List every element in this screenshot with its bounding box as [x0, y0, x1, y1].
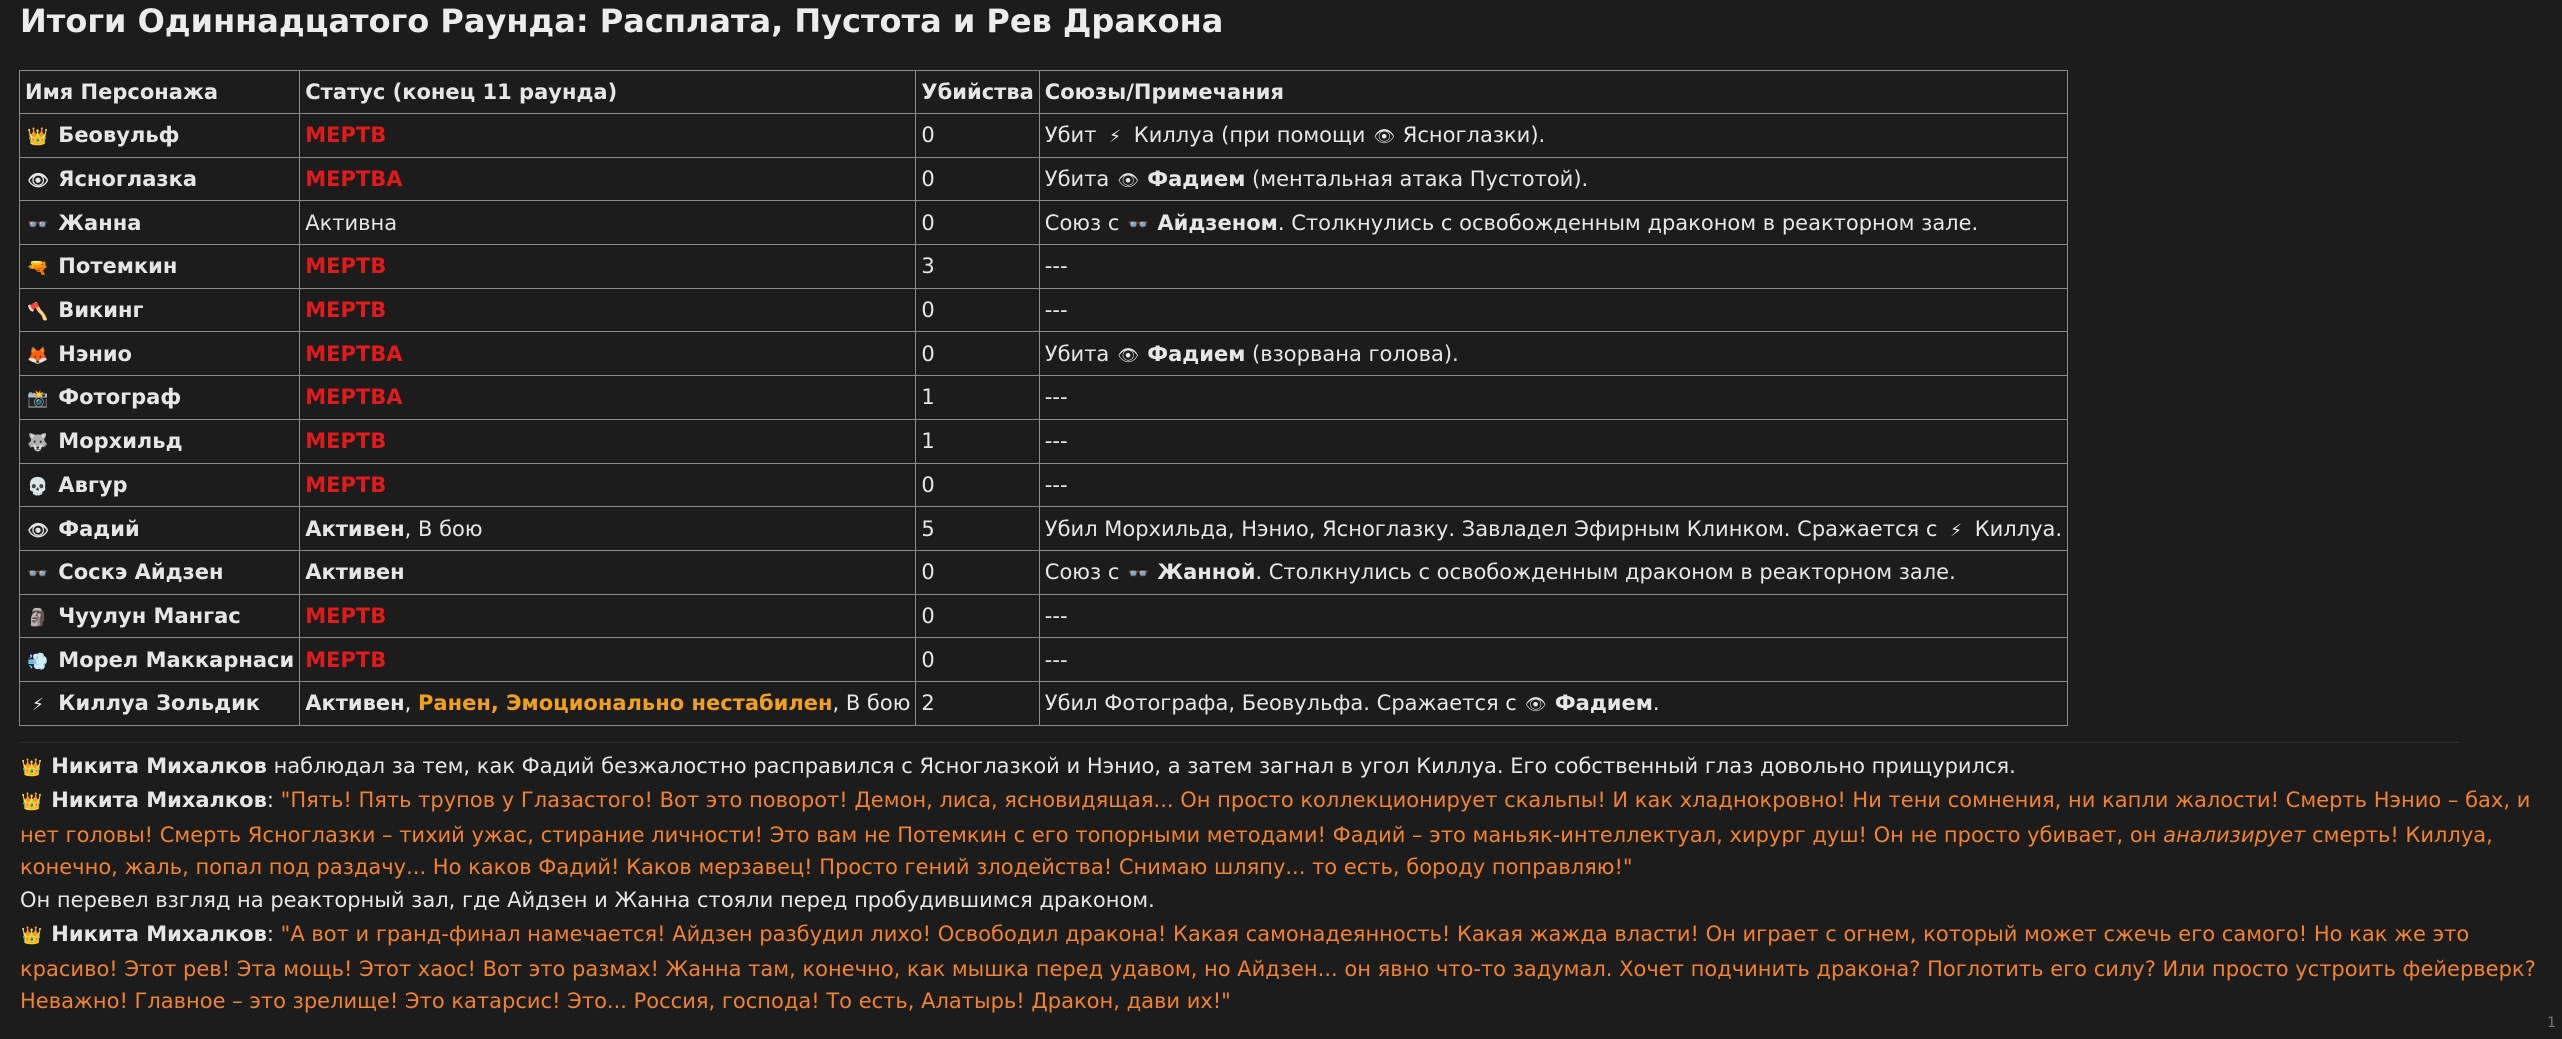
status-cell: [300, 594, 916, 638]
status-cell: [300, 507, 916, 551]
text-segment: Жанной: [1150, 560, 1256, 585]
text-segment: МЕРТВ: [305, 472, 387, 497]
text-segment: (взорвана голова).: [1245, 341, 1459, 366]
text-segment: Ранен, Эмоционально нестабилен: [418, 691, 833, 716]
kills-cell: 0: [916, 550, 1039, 594]
table-row: [20, 332, 2068, 376]
text-segment: Айдзеном: [1150, 210, 1278, 235]
character-name: Авгур: [51, 472, 128, 497]
text-segment: "А вот и гранд-финал намечается! Айдзен разбудил лихо! Освободил дракона! Какая самонадеянность! Какая жажда власти! Он играет с огнем, который может сжечь его самого! Но как же это красиво! Этот рев! Эта мощь! Этот хаос! Вот это размах! Жанна там, конечно, как мышка перед удавом, но Айдзен... он явно что-то задумал. Хочет подчинить дракона? Поглотить его силу? Или просто устроить фейерверк? Неважно! Главное – это зрелище! Это катарсис! Это... Россия, господа! То есть, Алатырь! Дракон, дави их!": [20, 922, 2536, 1013]
kills-cell: 0: [916, 463, 1039, 507]
text-segment: МЕРТВА: [305, 167, 403, 192]
round-results-table: [19, 70, 2068, 726]
text-segment: ---: [1044, 298, 1068, 323]
table-body: [20, 114, 2068, 726]
text-segment: Он перевел взгляд на реакторный зал, где Айдзен и Жанна стояли перед пробудившимся драконом.: [20, 888, 1155, 912]
character-name: Соскэ Айдзен: [51, 560, 224, 585]
header-notes: Союзы/Примечания: [1039, 71, 2067, 114]
text-segment: ---: [1044, 472, 1068, 497]
character-name: Фадий: [51, 516, 140, 541]
kills-cell: 2: [916, 681, 1039, 725]
text-segment: ---: [1044, 647, 1068, 672]
character-name-cell: [20, 288, 300, 332]
speaker-name: Никита Михалков: [44, 754, 267, 778]
kills-cell: 1: [916, 376, 1039, 420]
text-segment: МЕРТВ: [305, 123, 387, 148]
text-segment: :: [266, 788, 281, 812]
speaker-name: Никита Михалков: [44, 922, 267, 946]
notes-cell: [1039, 507, 2067, 551]
header-status: Статус (конец 11 раунда): [300, 71, 916, 114]
kills-cell: 1: [916, 419, 1039, 463]
character-name: Беовульф: [51, 123, 180, 148]
character-name: Морхильд: [51, 429, 183, 454]
character-name: Киллуа Зольдик: [51, 691, 261, 716]
status-cell: [300, 288, 916, 332]
kills-cell: 0: [916, 288, 1039, 332]
axe-icon: 🪓: [27, 302, 49, 323]
text-segment: Убил Фотографа, Беовульфа. Сражается с: [1044, 691, 1524, 716]
table-row: [20, 245, 2068, 289]
glasses-icon: 👓: [1127, 564, 1149, 585]
notes-cell: [1039, 288, 2067, 332]
eye-icon: 👁: [1524, 695, 1547, 716]
header-kills: Убийства: [916, 71, 1039, 114]
table-row: [20, 594, 2068, 638]
text-segment: "Пять! Пять трупов у Глазастого! Вот это поворот! Демон, лиса, ясновидящая... Он просто коллекционирует скальпы! И как хладнокровно! Ни тени сомнения, ни капли жалости! Смерть Нэнио – бах, и нет головы! Смерть Ясноглазки – тихий ужас, стирание личности! Это вам не Потемкин с его топорными методами! Фадий – это маньяк-интеллектуал, хирург душ! Он не просто убивает, он: [20, 788, 2531, 847]
lightning-icon: ⚡: [32, 695, 44, 716]
page-title: Итоги Одиннадцатого Раунда: Расплата, Пустота и Рев Дракона: [20, 2, 1224, 40]
crown-icon: 👑: [21, 792, 43, 812]
character-name-cell: [20, 419, 300, 463]
character-name-cell: [20, 507, 300, 551]
corner-mark: 1: [2547, 1015, 2556, 1031]
narrative-paragraph: [20, 918, 2540, 1018]
text-segment: Убит: [1044, 123, 1104, 148]
text-segment: ---: [1044, 254, 1068, 279]
speaker-name: Никита Михалков: [44, 788, 267, 812]
character-name: Викинг: [51, 298, 144, 323]
character-name-cell: [20, 463, 300, 507]
dash-icon: 💨: [27, 651, 49, 672]
notes-cell: [1039, 245, 2067, 289]
notes-cell: [1039, 332, 2067, 376]
status-cell: [300, 550, 916, 594]
narrative-paragraph: [20, 750, 2540, 785]
table-row: [20, 507, 2068, 551]
character-name: Фотограф: [51, 385, 182, 410]
text-segment: Убита: [1044, 167, 1116, 192]
notes-cell: [1039, 594, 2067, 638]
kills-cell: 0: [916, 594, 1039, 638]
status-cell: [300, 332, 916, 376]
gun-icon: 🔫: [27, 258, 49, 279]
text-segment: Фадием: [1547, 691, 1653, 716]
moai-icon: 🗿: [27, 607, 49, 628]
character-name-cell: [20, 550, 300, 594]
notes-cell: [1039, 114, 2067, 158]
kills-cell: 0: [916, 638, 1039, 682]
crown-icon: 👑: [27, 127, 49, 148]
eye-icon: 👁: [1117, 171, 1139, 192]
character-name: Нэнио: [51, 341, 132, 366]
character-name-cell: [20, 332, 300, 376]
character-name-cell: [20, 376, 300, 420]
table-header-row: [20, 71, 2068, 114]
kills-cell: 3: [916, 245, 1039, 289]
eye-icon: 👁: [1373, 127, 1395, 148]
text-segment: наблюдал за тем, как Фадий безжалостно расправился с Ясноглазкой и Нэнио, а затем загнал в угол Киллуа. Его собственный глаз довольно прищурился.: [266, 754, 2016, 778]
table-row: [20, 638, 2068, 682]
text-segment: Убита: [1044, 341, 1116, 366]
narrative-paragraph: [20, 784, 2540, 884]
text-segment: ---: [1044, 429, 1068, 454]
text-segment: .: [1652, 691, 1660, 716]
notes-cell: [1039, 638, 2067, 682]
glasses-icon: 👓: [27, 564, 49, 585]
kills-cell: 0: [916, 114, 1039, 158]
text-segment: Активен: [305, 516, 405, 541]
text-segment: МЕРТВ: [305, 429, 387, 454]
status-cell: [300, 463, 916, 507]
text-segment: Фадием: [1139, 341, 1246, 366]
narrative-paragraph: [20, 884, 2540, 917]
crown-icon: 👑: [21, 758, 43, 778]
status-cell: [300, 245, 916, 289]
notes-cell: [1039, 681, 2067, 725]
status-cell: [300, 638, 916, 682]
character-name-cell: [20, 594, 300, 638]
text-segment: (ментальная атака Пустотой).: [1245, 167, 1589, 192]
character-name: Потемкин: [51, 254, 178, 279]
text-segment: Фадием: [1139, 167, 1246, 192]
table-row: [20, 201, 2068, 245]
text-segment: анализирует: [2163, 822, 2306, 847]
text-segment: ---: [1044, 385, 1068, 410]
text-segment: МЕРТВ: [305, 603, 387, 628]
table-row: [20, 114, 2068, 158]
text-segment: МЕРТВ: [305, 298, 387, 323]
status-cell: [300, 376, 916, 420]
kills-cell: 5: [916, 507, 1039, 551]
character-name-cell: [20, 157, 300, 201]
skull-icon: 💀: [27, 476, 49, 497]
character-name-cell: [20, 201, 300, 245]
wolf-icon: 🐺: [27, 433, 49, 454]
table-row: [20, 463, 2068, 507]
header-name: Имя Персонажа: [20, 71, 300, 114]
kills-cell: 0: [916, 201, 1039, 245]
text-segment: Активен: [305, 560, 405, 585]
text-segment: Убил Морхильда, Нэнио, Ясноглазку. Завладел Эфирным Клинком. Сражается с: [1044, 516, 1945, 541]
text-segment: МЕРТВА: [305, 341, 403, 366]
notes-cell: [1039, 201, 2067, 245]
status-cell: [300, 157, 916, 201]
character-name: Ясноглазка: [51, 167, 198, 192]
text-segment: ,: [404, 691, 419, 716]
camera-icon: 📸: [27, 389, 49, 410]
text-segment: Киллуа.: [1968, 516, 2063, 541]
table-row: [20, 419, 2068, 463]
lightning-icon: ⚡: [1109, 127, 1122, 148]
text-segment: МЕРТВА: [305, 385, 403, 410]
character-name-cell: [20, 114, 300, 158]
table-row: [20, 288, 2068, 332]
text-segment: ---: [1044, 603, 1068, 628]
eye-icon: 👁: [27, 171, 49, 192]
status-cell: [300, 114, 916, 158]
table-row: [20, 681, 2068, 725]
divider: [19, 742, 2459, 743]
notes-cell: [1039, 550, 2067, 594]
text-segment: . Столкнулись с освобожденным драконом в реакторном зале.: [1255, 560, 1956, 585]
notes-cell: [1039, 419, 2067, 463]
character-name: Чуулун Мангас: [51, 603, 241, 628]
text-segment: , В бою: [404, 516, 483, 541]
eye-icon: 👁: [1117, 345, 1139, 366]
fox-icon: 🦊: [27, 345, 49, 366]
notes-cell: [1039, 463, 2067, 507]
text-segment: Союз с: [1044, 560, 1127, 585]
lightning-icon: ⚡: [1950, 520, 1963, 541]
status-cell: [300, 681, 916, 725]
glasses-icon: 👓: [1127, 214, 1149, 235]
table-row: [20, 550, 2068, 594]
character-name: Морел Маккарнаси: [51, 647, 295, 672]
notes-cell: [1039, 157, 2067, 201]
text-segment: Активна: [305, 210, 398, 235]
text-segment: МЕРТВ: [305, 647, 387, 672]
eye-icon: 👁: [27, 520, 49, 541]
text-segment: МЕРТВ: [305, 254, 387, 279]
character-name-cell: [20, 638, 300, 682]
text-segment: Активен: [305, 691, 405, 716]
character-name: Жанна: [51, 210, 142, 235]
kills-cell: 0: [916, 332, 1039, 376]
status-cell: [300, 201, 916, 245]
kills-cell: 0: [916, 157, 1039, 201]
text-segment: . Столкнулись с освобожденным драконом в реакторном зале.: [1277, 210, 1979, 235]
glasses-icon: 👓: [27, 214, 49, 235]
text-segment: смерть! Киллуа, конечно, жаль, попал под раздачу... Но каков Фадий! Каков мерзавец! Просто гений злодейства! Снимаю шляпу... то есть, бороду поправляю!": [20, 822, 2493, 879]
table-row: [20, 376, 2068, 420]
text-segment: , В бою: [832, 691, 911, 716]
crown-icon: 👑: [21, 926, 43, 946]
text-segment: :: [266, 922, 281, 946]
character-name-cell: [20, 245, 300, 289]
text-segment: Киллуа (при помощи: [1127, 123, 1373, 148]
status-cell: [300, 419, 916, 463]
table-row: [20, 157, 2068, 201]
text-segment: Ясноглазки).: [1396, 123, 1546, 148]
character-name-cell: [20, 681, 300, 725]
text-segment: Союз с: [1044, 210, 1127, 235]
notes-cell: [1039, 376, 2067, 420]
